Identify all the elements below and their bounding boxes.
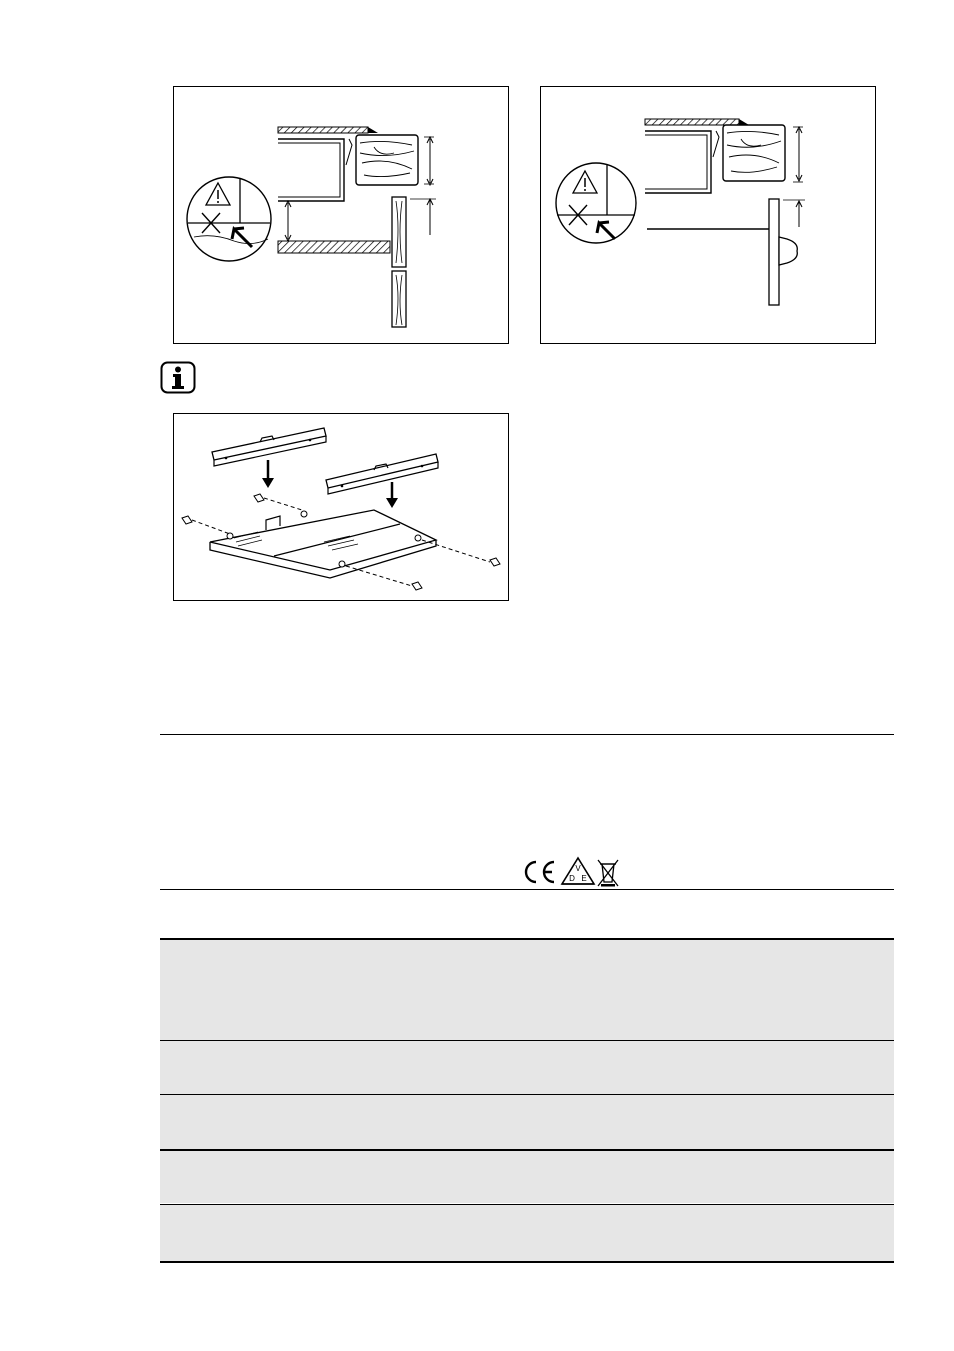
section-divider — [160, 734, 894, 735]
table-bottom-rule — [160, 1261, 894, 1263]
info-icon — [160, 361, 196, 394]
svg-text:D: D — [569, 874, 575, 883]
table-row — [160, 1094, 894, 1149]
weee-bin-icon — [598, 860, 618, 887]
assembly-diagram-icon — [174, 414, 510, 602]
figure-installation-worktop-drawer — [540, 86, 876, 344]
compliance-marks — [518, 856, 628, 888]
installation-warning-diagram-icon — [541, 87, 877, 345]
table-row — [160, 1040, 894, 1094]
section-divider — [160, 889, 894, 890]
ce-mark-icon — [526, 862, 554, 882]
table-row — [160, 1149, 894, 1203]
svg-text:V: V — [575, 864, 581, 873]
figure-protection-box-assembly — [173, 413, 509, 601]
installation-warning-diagram-icon — [174, 87, 510, 345]
table-row — [160, 1204, 894, 1261]
figure-installation-worktop-cabinet — [173, 86, 509, 344]
vde-mark-icon — [562, 858, 594, 884]
svg-text:E: E — [581, 874, 587, 883]
table-row — [160, 938, 894, 1040]
